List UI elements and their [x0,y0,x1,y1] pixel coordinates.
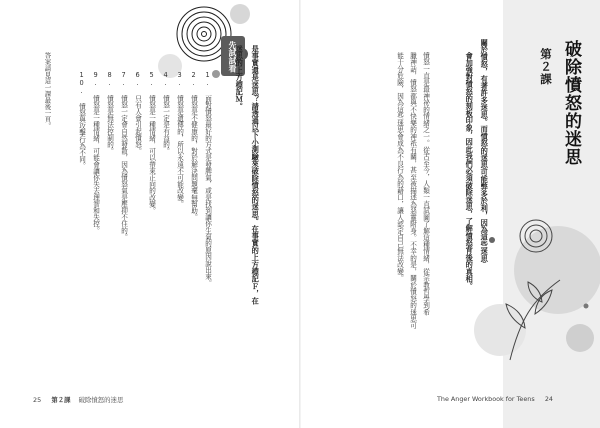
left-folio [33,395,123,404]
right-folio [437,395,553,403]
body-line-3: 能十分危險，因為這些迷思會成為不良行為的藉口，讓人認定自己無法改變。 [395,52,404,282]
answer-note: 答案請見這一課最後一頁。 [43,52,52,129]
left-footer-title: 破除憤怒的迷思 [78,396,124,404]
quiz-item: 8. 憤怒是無法控制的。 [105,71,114,155]
intro-line-1: 關於憤怒，有著許多迷思。而憤怒的迷思可能弊多於利，因為這些迷思 [480,39,490,263]
body-line-1: 憤怒一直是最神祕的情緒之一。從古至今，人類一直試圖了解這種情緒，從宗教哲學到希 [421,52,430,316]
quiz-item: 7. 憤怒一定會自然發散，因為憤怒氣是壓抑不住的。 [119,71,128,241]
left-page-number: 25 [33,396,42,404]
left-footer-lesson: 第２課 [51,396,71,404]
quiz-item: 1. 面對憤怒最好的方式是發脾氣，或是找到讓你生氣的原因說出來。 [203,71,212,287]
quiz-instruction-line-1: 是事實還是迷思？請透過以下小測驗來破除憤怒的迷思。在事實的上方標記Ｆ，在 [251,45,261,305]
right-footer-title: The Anger Workbook for Teens [437,395,535,403]
lesson-label: 第２課 [539,48,553,86]
quiz-instruction-line-2: 迷思的上方標記Ｍ。 [235,45,245,110]
right-page-number: 24 [544,395,553,403]
quiz-item: 9. 憤怒是一種情緒，可能會讓你失去理智和失控。 [91,71,100,234]
quiz-item: 5. 憤怒是一種情緒，可以帶來正向的改變。 [147,71,156,214]
quiz-item: 2. 憤怒是不健康的，對於解決問題毫無幫助。 [189,71,198,221]
quiz-item: 4. 憤怒一定是有益的。 [161,71,170,155]
quiz-item: 3. 憤怒是遺傳的，所以永遠不可能改變。 [175,71,184,208]
leaf-circle-decoration [470,210,600,370]
lesson-title: 破除憤怒的迷思 [561,40,581,166]
intro-line-2: 會加強對憤怒的刻板印象，因此我們必須破除迷思，了解憤怒背後的真相。 [465,52,475,290]
quiz-item: 6. 只有人會引起憤怒。 [133,71,142,155]
try-it-label: 先試試看 [228,41,237,73]
page-gutter [299,0,301,428]
body-line-2: 臘神話，憤怒都與不快樂的神祇有關，甚至被描述為惡靈附身。不幸的是，關於憤怒的迷思可 [408,52,417,329]
quiz-item: 10. 憤怒與攻擊行為不同。 [77,71,86,169]
